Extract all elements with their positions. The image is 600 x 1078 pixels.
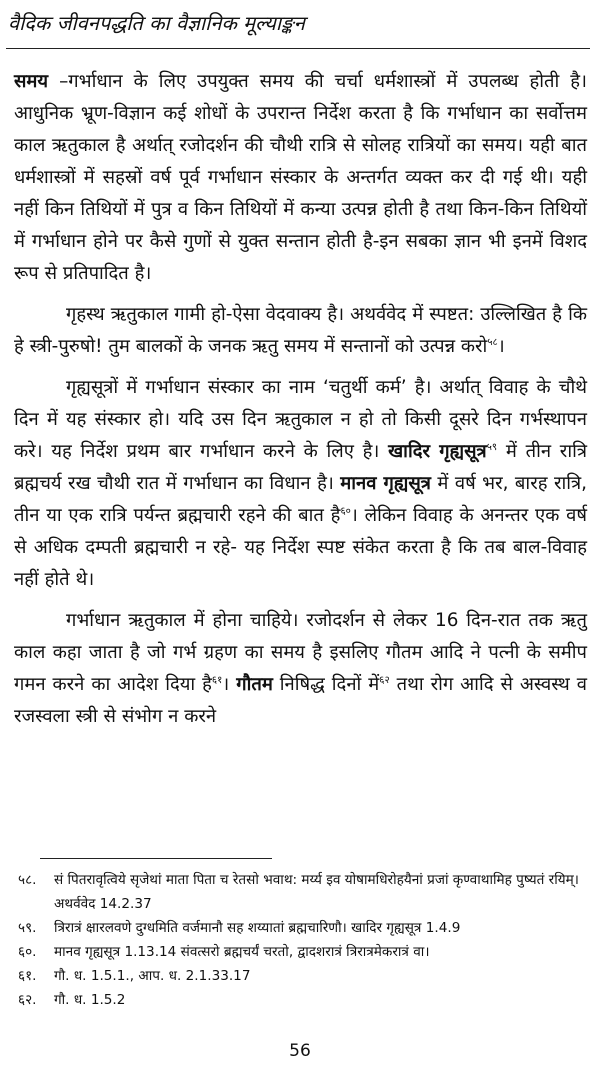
footnote-item	[18, 916, 586, 940]
bold-term-gautam: गौतम	[236, 674, 273, 695]
paragraph-grihyasutra	[14, 372, 587, 596]
footnote-text: गौ. ध. 1.5.1., आप. ध. 2.1.33.17	[54, 968, 251, 984]
footnotes	[18, 868, 586, 1012]
page-number: 56	[289, 1041, 311, 1061]
paragraph-text: ।	[222, 674, 237, 695]
paragraph-text: गर्भाधान ऋतुकाल में होना चाहिये। रजोदर्शन से लेकर 16 दिन-रात तक ऋतु काल कहा जाता है जो गर्भ ग्रहण का समय है इसलिए गौतम आदि ने पत्नी के समीप गमन करने का आदेश दिया है	[14, 610, 587, 695]
running-header: वैदिक जीवनपद्धति का वैज्ञानिक मूल्याङ्कन	[8, 11, 305, 35]
paragraph-text: तथा रोग आदि से अस्वस्थ व रजस्वला स्त्री से संभोग न करने	[14, 674, 587, 727]
footnote-text: त्रिरात्रं क्षारलवणे दुग्धमिति वर्जमानौ सह शय्यातां ब्रह्मचारिणौ। खादिर गृह्यसूत्र 1.4.9	[54, 920, 461, 936]
footnote-number: ६०.	[18, 944, 37, 960]
bold-term-khadir: खादिर गृह्यसूत्र	[388, 441, 487, 462]
paragraph-text: । लेकिन विवाह के अनन्तर एक वर्ष से अधिक दम्पती ब्रह्मचारी न रहे- यह निर्देश स्पष्ट संकेत करता है कि तब बाल-विवाह नहीं होते थे।	[14, 505, 587, 590]
footnote-number: ६२.	[18, 992, 37, 1008]
footnote-item	[18, 988, 586, 1012]
footnote-number: ५८.	[18, 872, 37, 888]
paragraph-text: गृहस्थ ऋतुकाल गामी हो-ऐसा वेदवाक्य है। अथर्ववेद में स्पष्टत: उल्लिखित है कि हे स्त्री-पुरुषो! तुम बालकों के जनक ऋतु समय में सन्तानों को उत्पन्न करो	[14, 304, 587, 357]
footnote-ref-62: ६२	[379, 675, 390, 686]
main-text	[14, 66, 587, 742]
paragraph-text-end: ।	[497, 336, 505, 357]
header-divider	[6, 48, 590, 49]
footnote-ref-59: ५९	[486, 442, 498, 453]
footnote-ref-58: ५८	[487, 337, 498, 348]
footnote-text: गौ. ध. 1.5.2	[54, 992, 126, 1008]
footnote-number: ५९.	[18, 920, 37, 936]
footnote-text: मानव गृह्यसूत्र 1.13.14 संवत्सरो ब्रह्मचर्यं चरतो, द्वादशरात्रं त्रिरात्रमेकरात्रं वा।	[54, 944, 430, 960]
paragraph-samay	[14, 66, 587, 290]
paragraph-lead-term: समय	[14, 71, 49, 92]
footnote-ref-60: ६०	[340, 506, 351, 517]
bold-term-manav: मानव गृह्यसूत्र	[340, 473, 431, 494]
footnote-divider	[40, 858, 272, 859]
footnote-item	[18, 868, 586, 916]
paragraph-text: में तीन रात्रि ब्रह्मचर्य रख चौथी रात में गर्भाधान का विधान है।	[14, 441, 587, 494]
paragraph-text: –गर्भाधान के लिए उपयुक्त समय की चर्चा धर्मशास्त्रों में उपलब्ध होती है। आधुनिक भ्रूण-विज्ञान कई शोधों के उपरान्त निर्देश करता है कि गर्भाधान का सर्वोत्तम काल ऋतुकाल है अर्थात् रजोदर्शन की चौथी रात्रि से सोलह रात्रियों का समय। यही बात धर्मशास्त्रों में सहस्रों वर्ष पूर्व गर्भाधान संस्कार के अन्तर्गत व्यक्त कर दी गई थी। यही नहीं किन तिथियों में पुत्र व किन तिथियों में कन्या उत्पन्न होती है तथा किन-किन तिथियों में गर्भाधान होने पर कैसे गुणों से युक्त सन्तान होती है-इन सबका ज्ञान भी इनमें विशद रूप से प्रतिपादित है।	[14, 71, 587, 284]
paragraph-grihastha	[14, 299, 587, 363]
footnote-item	[18, 940, 586, 964]
paragraph-garbhadhan	[14, 605, 587, 733]
footnote-ref-61: ६१	[211, 675, 223, 686]
paragraph-text: निषिद्ध दिनों में	[272, 674, 380, 695]
paragraph-text: में वर्ष भर, बारह रात्रि, तीन या एक रात्रि पर्यन्त ब्रह्मचारी रहने की बात है	[14, 473, 587, 526]
footnote-item	[18, 964, 586, 988]
footnote-number: ६१.	[18, 968, 37, 984]
footnote-text: सं पितरावृत्विये सृजेथां माता पिता च रेतसो भवाथ: मर्य्य इव योषामधिरोहयैनां प्रजां कृण्वाथामिह पुष्यतं रयिम्। अथर्ववेद 14.2.37	[54, 872, 579, 912]
paragraph-text: गृह्यसूत्रों में गर्भाधान संस्कार का नाम ‘चतुर्थी कर्म’ है। अर्थात् विवाह के चौथे दिन में यह संस्कार हो। यदि उस दिन ऋतुकाल न हो तो किसी दूसरे दिन गर्भस्थापन करे। यह निर्देश प्रथम बार गर्भाधान करने के लिए है।	[14, 377, 587, 462]
